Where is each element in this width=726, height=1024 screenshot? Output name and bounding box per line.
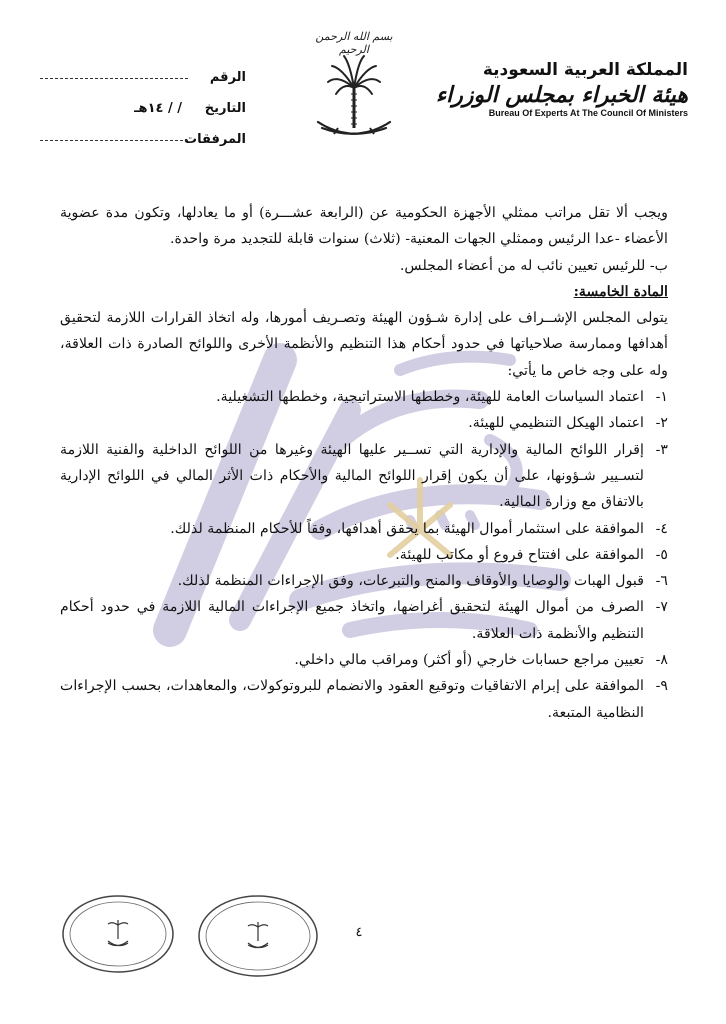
attachments-label: المرفقات [184,132,246,147]
list-item [60,673,668,726]
article-heading: المادة الخامسة: [573,283,668,300]
institution-header [435,60,688,118]
list-item [60,568,668,594]
list-item [60,384,668,410]
list-item-text: اعتماد السياسات العامة للهيئة، وخططها الاستراتيجية، وخططها التشغيلية. [216,389,644,406]
list-item [60,410,668,436]
document-body [60,200,668,726]
list-item-number: ٥- [655,546,668,563]
date-label: التاريخ [204,101,246,116]
list-item-text: اعتماد الهيكل التنظيمي للهيئة. [468,415,644,432]
date-value: / / ١٤هـ [134,101,182,116]
bureau-name-arabic: هيئة الخبراء بمجلس الوزراء [435,82,688,108]
list-item-number: ٤- [655,520,668,537]
list-item-number: ٢- [655,415,668,432]
saudi-emblem [308,30,400,150]
page-number: ٤ [355,925,363,940]
list-item-text: تعيين مراجع حسابات خارجي (أو أكثر) ومراقب مالي داخلي. [294,652,644,669]
secretariat-stamp [60,893,176,975]
list-item-number: ١- [655,389,668,406]
list-item-number: ٨- [655,652,668,669]
date-row [36,93,246,124]
bureau-name-english: Bureau Of Experts At The Council Of Ministers [488,108,688,118]
reference-number-row [36,62,246,93]
article-intro: يتولى المجلس الإشــراف على إدارة شـؤون الهيئة وتصـريف أمورها، وله اتخاذ القرارات اللازمة لتحقيق أهدافها وممارسة صلاحياتها في حدود أحكام هذا التنظيم والأنظمة الأخرى واللوائح الصادرة ذات العلاقة، وله على وجه خاص ما يأتي: [60,310,668,379]
list-item-number: ٦- [655,573,668,590]
list-item-number: ٧- [655,599,668,616]
list-item-text: الصرف من أموال الهيئة لتحقيق أغراضها، واتخاذ جميع الإجراءات المالية اللازمة في حدود أحكام التنظيم والأنظمة ذات العلاقة. [60,599,644,642]
list-item [60,647,668,673]
list-item-text: إقرار اللوائح المالية والإدارية التي تســير عليها الهيئة وغيرها من اللوائح الداخلية والفنية اللازمة لتسـيير شـؤونها، على أن يكون إقرار اللوائح المالية والأحكام ذات الأثر المالي في اللوائح الإدارية بالاتفاق مع وزارة المالية. [60,441,644,511]
kingdom-name: المملكة العربية السعودية [482,60,688,80]
list-item [60,594,668,647]
list-item [60,516,668,542]
paragraph-continuation: ويجب ألا تقل مراتب ممثلي الأجهزة الحكومية عن (الرابعة عشـــرة) أو ما يعادلها، وتكون مدة عضوية الأعضاء -عدا الرئيس وممثلي الجهات المعنية- (ثلاث) سنوات قابلة للتجديد مرة واحدة. [60,205,668,248]
list-item-text: قبول الهبات والوصايا والأوقاف والمنح والتبرعات، وفق الإجراءات المنظمة لذلك. [177,573,644,590]
list-item-number: ٩- [655,678,668,695]
list-item [60,542,668,568]
attachments-line [40,139,188,141]
list-item [60,437,668,516]
paragraph-b: ب- للرئيس تعيين نائب له من أعضاء المجلس. [399,257,668,274]
reference-number-line [40,77,188,79]
bismillah-text: بسم الله الرحمن الرحيم [315,30,393,56]
bureau-stamp [196,893,320,979]
list-item-number: ٣- [655,441,668,458]
reference-number-label: الرقم [209,70,246,85]
reference-fields [36,62,246,155]
list-item-text: الموافقة على استثمار أموال الهيئة بما يحقق أهدافها، وفقاً للأحكام المنظمة لذلك. [170,520,644,537]
attachments-row [36,124,246,155]
list-item-text: الموافقة على إبرام الاتفاقيات وتوقيع العقود والانضمام للبروتوكولات، والمعاهدات، بحسب الإجراءات النظامية المتبعة. [60,678,644,721]
list-item-text: الموافقة على افتتاح فروع أو مكاتب للهيئة. [395,546,644,563]
